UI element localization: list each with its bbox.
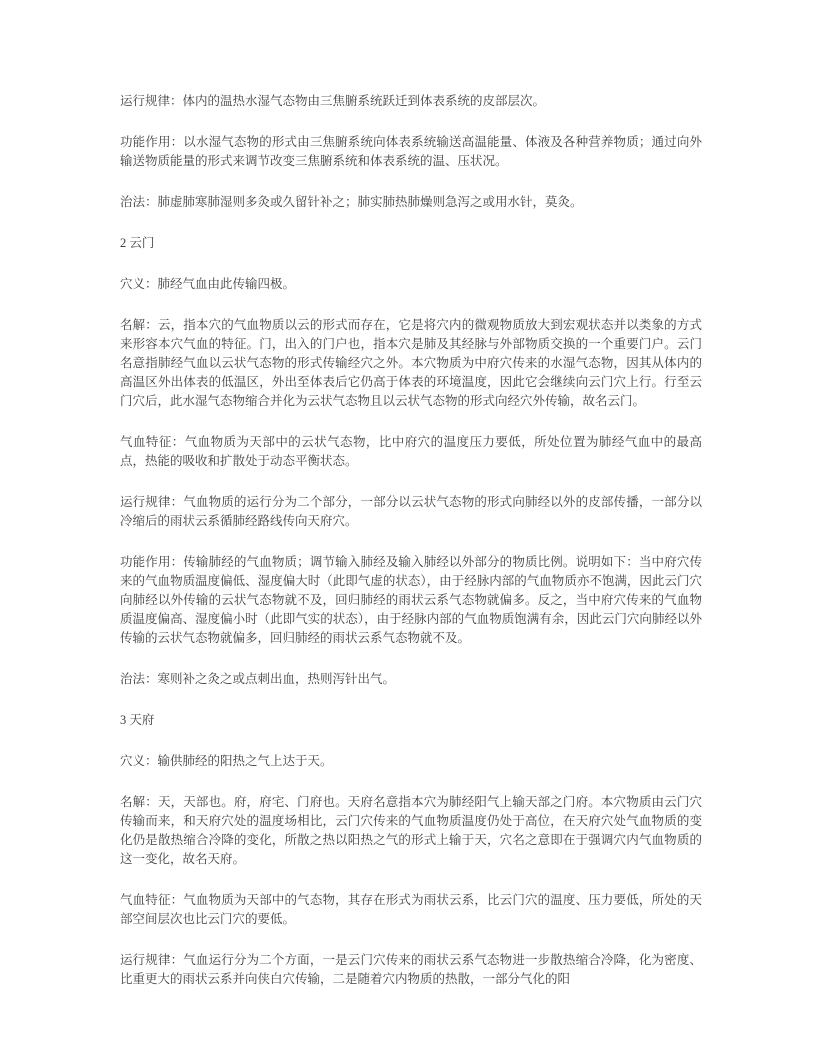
paragraph: 穴义：输供肺经的阳热之气上达于天。 <box>120 754 333 768</box>
section-heading: 3 天府 <box>120 713 155 727</box>
section-heading: 2 云门 <box>120 236 155 250</box>
paragraph: 名解：天，天部也。府，府宅、门府也。天府名意指本穴为肺经阳气上输天部之门府。本穴物质由云门穴传输而来，和天府穴处的温度场相比，云门穴传来的气血物质温度仍处于高位，在天府穴处气血物质的变化仍是散热缩合冷降的变化，所散之热以阳热之气的形式上输于天，穴名之意即在于强调穴内气血物质的这一变化，故名天府。 <box>120 795 702 866</box>
paragraph: 治法：肺虚肺寒肺湿则多灸或久留针补之；肺实肺热肺燥则急泻之或用水针，莫灸。 <box>120 195 583 209</box>
paragraph: 功能作用：传输肺经的气血物质；调节输入肺经及输入肺经以外部分的物质比例。说明如下：当中府穴传来的气血物质温度偏低、湿度偏大时（此即气虚的状态），由于经脉内部的气血物质亦不饱满，因此云门穴向肺经以外传输的云状气态物就不及，回归肺经的雨状云系气态物就偏多。反之，当中府穴传来的气血物质温度偏高、湿度偏小时（此即气实的状态），由于经脉内部的气血物质饱满有余，因此云门穴向肺经以外传输的云状气态物就偏多，回归肺经的雨状云系气态物就不及。 <box>120 555 702 645</box>
paragraph: 穴义：肺经气血由此传输四极。 <box>120 277 296 291</box>
paragraph: 气血特征：气血物质为天部中的云状气态物，比中府穴的温度压力要低，所处位置为肺经气血中的最高点，热能的吸收和扩散处于动态平衡状态。 <box>120 435 702 468</box>
paragraph: 运行规律：气血运行分为二个方面，一是云门穴传来的雨状云系气态物进一步散热缩合冷降，化为密度、比重更大的雨状云系并向侠白穴传输，二是随着穴内物质的热散，一部分气化的阳 <box>120 953 702 986</box>
paragraph: 名解：云，指本穴的气血物质以云的形式而存在，它是将穴内的微观物质放大到宏观状态并以类象的方式来形容本穴气血的特征。门，出入的门户也，指本穴是肺及其经脉与外部物质交换的一个重要门户。云门名意指肺经气血以云状气态物的形式传输经穴之外。本穴物质为中府穴传来的水湿气态物，因其从体内的高温区外出体表的低温区，外出至体表后它仍高于体表的环境温度，因此它会继续向云门穴上行。行至云门穴后，此水湿气态物缩合并化为云状气态物且以云状气态物的形式向经穴外传输，故名云门。 <box>120 318 702 408</box>
document-body <box>120 92 702 1011</box>
paragraph: 治法：寒则补之灸之或点刺出血，热则泻针出气。 <box>120 672 396 686</box>
paragraph: 运行规律：体内的温热水湿气态物由三焦腑系统跃迁到体表系统的皮部层次。 <box>120 94 546 108</box>
paragraph: 气血特征：气血物质为天部中的气态物，其存在形式为雨状云系，比云门穴的温度、压力要低，所处的天部空间层次也比云门穴的要低。 <box>120 893 702 926</box>
paragraph: 运行规律：气血物质的运行分为二个部分，一部分以云状气态物的形式向肺经以外的皮部传播，一部分以冷缩后的雨状云系循肺经路线传向天府穴。 <box>120 495 702 528</box>
paragraph: 功能作用：以水湿气态物的形式由三焦腑系统向体表系统输送高温能量、体液及各种营养物质；通过向外输送物质能量的形式来调节改变三焦腑系统和体表系统的温、压状况。 <box>120 135 702 168</box>
